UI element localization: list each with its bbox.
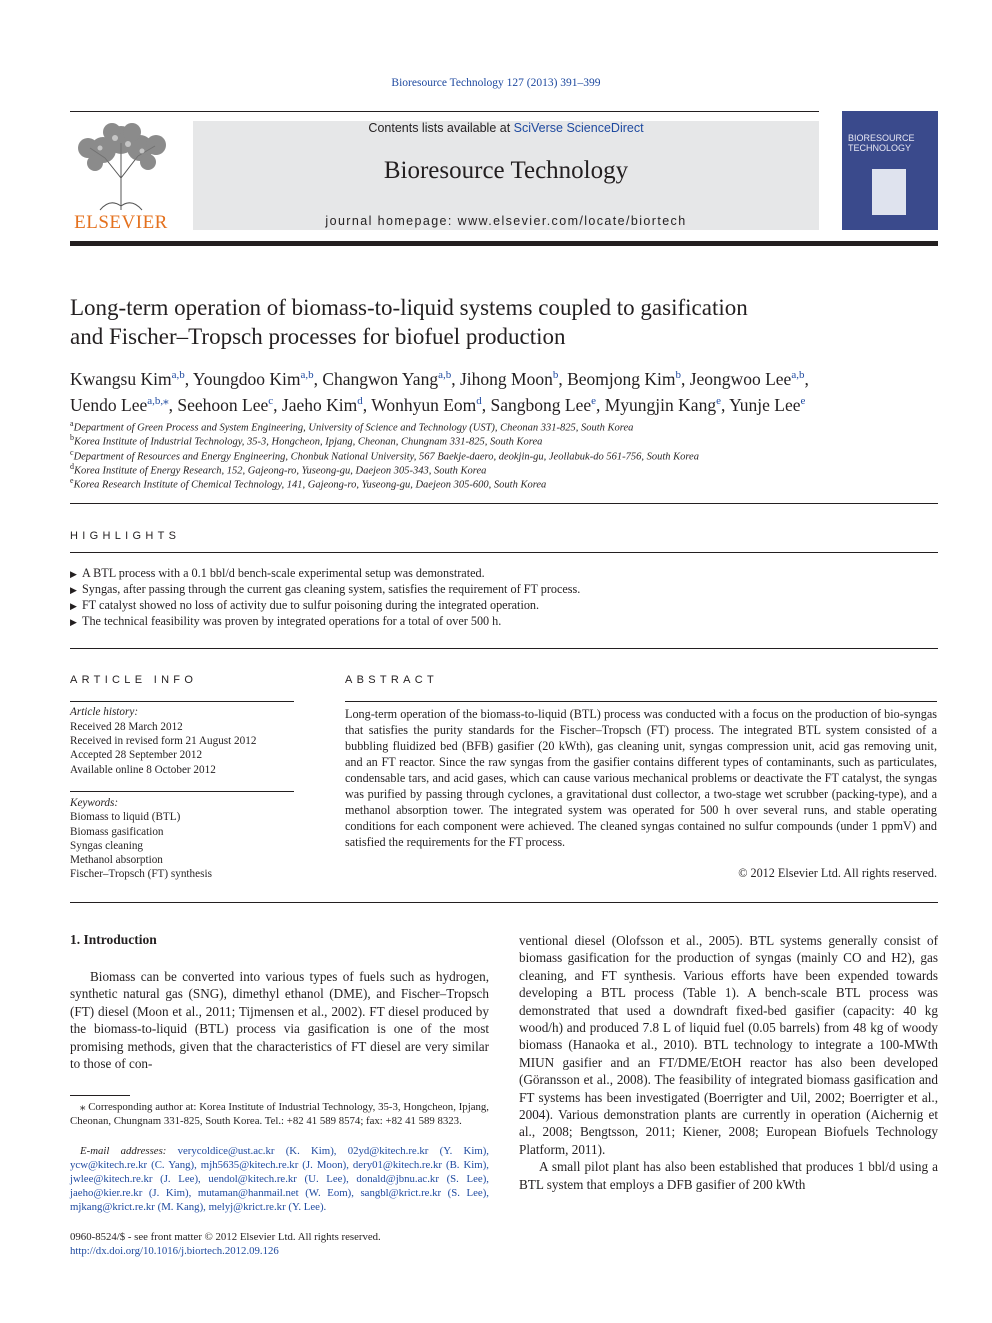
author: Myungjin Kang [604, 394, 717, 415]
affil-sup: a [70, 419, 74, 428]
email-addresses [70, 1144, 489, 1214]
author-separator: , [481, 394, 491, 415]
intro-column-2 [519, 932, 938, 1193]
footnote-rule [70, 1095, 130, 1096]
journal-homepage[interactable]: journal homepage: www.elsevier.com/locate/biortech [325, 214, 687, 228]
highlight-text: FT catalyst showed no loss of activity due to sulfur poisoning during the integrated operation. [82, 598, 540, 612]
affil-sup: c [70, 448, 74, 457]
highlight-text: A BTL process with a 0.1 bbl/d bench-scale experimental setup was demonstrated. [82, 566, 485, 580]
author-affil-sup[interactable]: d [476, 394, 482, 407]
author: Kwangsu Kim [70, 368, 172, 389]
author: Youngdoo Kim [192, 368, 301, 389]
author-separator: , [680, 368, 690, 389]
author-affil-sup[interactable]: e [800, 394, 806, 407]
author: Jihong Moon [459, 368, 553, 389]
author-list [70, 364, 940, 416]
author: Jeongwoo Lee [689, 368, 792, 389]
affil-text: Korea Research Institute of Chemical Technology, 141, Gajeong-ro, Yuseong-gu, Daejeon 305-600, South Korea [73, 479, 547, 491]
highlight-item [70, 597, 938, 614]
author-affil-sup[interactable]: c [268, 394, 274, 407]
highlight-text: Syngas, after passing through the current gas cleaning system, satisfies the requirement of FT process. [82, 582, 581, 596]
keyword: Biomass to liquid (BTL) [70, 811, 181, 823]
affil-text: Korea Institute of Energy Research, 152, Gajeong-ro, Yuseong-gu, Daejeon 305-343, South Korea [74, 465, 487, 477]
email-list[interactable]: verycoldice@ust.ac.kr (K. Kim), 02yd@kitech.re.kr (Y. Kim), ycw@kitech.re.kr (C. Yang), mjh5635@kitech.re.kr (J. Moon), dery01@kitech.re.kr (B. Kim), jwlee@kitech.re.kr (J. Lee), uendol@kitech.re.kr (U. Lee), donald@jbnu.ac.kr (S. Lee), jaeho@kier.re.kr (J. Kim), mutaman@hanmail.net (W. Eom), sangbl@krict.re.kr (S. Lee), mjkang@krict.re.kr (M. Kang), melyj@krict.re.kr (Y. Lee). [70, 1145, 490, 1213]
keyword: Syngas cleaning [70, 840, 144, 852]
intro-paragraph: A small pilot plant has also been established that produces 1 bbl/d using a BTL system that employs a DFB gasifier of 200 kWth [519, 1159, 938, 1192]
highlight-item [70, 613, 938, 630]
cover-title-line-1: BIORESOURCE [848, 133, 915, 143]
divider [70, 701, 294, 702]
history-item: Accepted 28 September 2012 [70, 749, 203, 761]
affil-text: Korea Institute of Industrial Technology, 35-3, Hongcheon, Ipjang, Cheonan, Chungnam 331-825, South Korea [74, 436, 543, 448]
divider [70, 791, 294, 792]
author-affil-sup[interactable]: e [591, 394, 596, 407]
author-separator: , [273, 394, 282, 415]
history-item: Available online 8 October 2012 [70, 764, 216, 776]
affil-sup: e [70, 476, 74, 485]
affil-sup: d [70, 462, 74, 471]
author: Beomjong Kim [567, 368, 676, 389]
author-affil-sup[interactable]: d [357, 394, 363, 407]
highlight-item [70, 565, 938, 582]
author-affil-sup[interactable]: e [716, 394, 721, 407]
title-line-2: and Fischer–Tropsch processes for biofuel production [70, 324, 566, 349]
doi-link[interactable]: http://dx.doi.org/10.1016/j.biortech.2012.09.126 [70, 1245, 279, 1257]
author-affil-sup[interactable]: a,b [171, 369, 185, 381]
author: Wonhyun Eom [371, 394, 477, 415]
tree-icon [70, 118, 172, 213]
journal-cover-thumbnail[interactable] [842, 111, 938, 230]
author: Sangbong Lee [490, 394, 592, 415]
author-line-2 [70, 390, 940, 416]
author-affil-sup[interactable]: a,b [438, 369, 452, 381]
issn-line: 0960-8524/$ - see front matter © 2012 Elsevier Ltd. All rights reserved. [70, 1231, 381, 1243]
divider [70, 902, 938, 903]
author-affil-sup[interactable]: a,b [300, 369, 314, 381]
header-top-rule [70, 111, 819, 112]
highlight-text: The technical feasibility was proven by integrated operations for a total of over 500 h. [82, 614, 502, 628]
section-heading-introduction: 1. Introduction [70, 932, 157, 947]
article-info-heading: ARTICLE INFO [70, 674, 198, 686]
divider [70, 552, 938, 553]
corresponding-author-note: ⁎ Corresponding author at: Korea Institute of Industrial Technology, 35-3, Hongcheon, Ipjang, Cheonan, Chungnam 331-825, South Korea. Tel.: +82 41 589 8574; fax: +82 41 589 8323. [70, 1101, 489, 1127]
author-affil-sup[interactable]: b [675, 369, 681, 381]
sciencedirect-link[interactable]: SciVerse ScienceDirect [513, 121, 644, 135]
emails-label: E-mail addresses: [80, 1145, 167, 1157]
affil-text: Department of Resources and Energy Engineering, Chonbuk National University, 567 Baekje-daero, deokjin-gu, Jeollabuk-do 561-756, South Korea [73, 451, 699, 463]
bullet-triangle-icon: ▶ [70, 601, 77, 611]
title-line-1: Long-term operation of biomass-to-liquid systems coupled to gasification [70, 295, 748, 320]
abstract-text: Long-term operation of the biomass-to-liquid (BTL) process was conducted with a focus on the production of bio-syngas that satisfies the purity standards for the Fischer–Tropsch (FT) process. The integrated BTL system consisted of a bubbling fluidized bed (BFB) gasifier (20 kWth), gas cleaning unit, syngas compression unit, acid gas removing unit, and an FT reactor. Since the raw syngas from the gasifier contains different types of contaminants, such as particulates, condensable tars, and acid gases, which can cause various mechanical problems or deactivate the FT catalyst, the syngas was purified by passing through cyclones, a gravitational dust collector, a two-stage wet scrubber (packing-type), and a methanol absorption tower. The integrated system was operated for 500 h over several runs, and stable operating conditions for each component were achieved. The cleaned syngas contained no sulfur compounds (under 1 ppmV) and satisfied the requirements for the FT process. [345, 707, 937, 849]
author-separator: , [558, 368, 568, 389]
keyword: Biomass gasification [70, 826, 164, 838]
cover-figure [872, 169, 906, 215]
author-affil-sup[interactable]: b [552, 369, 559, 381]
affiliation [70, 474, 940, 493]
abstract-heading: ABSTRACT [345, 674, 439, 686]
keywords-label: Keywords: [70, 797, 119, 809]
journal-reference[interactable]: Bioresource Technology 127 (2013) 391–399 [391, 77, 601, 89]
keyword: Fischer–Tropsch (FT) synthesis [70, 868, 212, 880]
author-line-1 [70, 364, 940, 390]
contents-line [193, 121, 819, 135]
author-affil-sup[interactable]: a,b [791, 369, 805, 381]
author-separator: , [313, 368, 323, 389]
header-bottom-rule [70, 241, 938, 246]
author: Yunje Lee [729, 394, 801, 415]
history-label: Article history: [70, 706, 139, 718]
author-separator: , [720, 394, 730, 415]
journal-title: Bioresource Technology [383, 157, 629, 184]
author-separator: , [451, 368, 460, 389]
author-separator: , [804, 368, 809, 389]
divider [70, 503, 938, 504]
abstract-copyright: © 2012 Elsevier Ltd. All rights reserved. [738, 866, 937, 880]
author: Jaeho Kim [281, 394, 358, 415]
elsevier-wordmark: ELSEVIER [74, 212, 168, 233]
contents-prefix: Contents lists available at [368, 121, 514, 135]
author-separator: , [168, 394, 178, 415]
paper-title [70, 293, 930, 351]
author-separator: , [362, 394, 372, 415]
affil-sup: b [70, 433, 74, 442]
author-separator: , [184, 368, 193, 389]
cover-title [848, 133, 915, 153]
cover-title-line-2: TECHNOLOGY [848, 143, 912, 153]
bullet-triangle-icon: ▶ [70, 569, 77, 579]
divider [345, 701, 937, 702]
bullet-triangle-icon: ▶ [70, 617, 77, 627]
author: Seehoon Lee [177, 394, 269, 415]
keyword: Methanol absorption [70, 854, 163, 866]
intro-column-1: Biomass can be converted into various types of fuels such as hydrogen, synthetic natural gas (SNG), dimethyl ethanol (DME), and Fischer–Tropsch (FT) diesel (Moon et al., 2011; Tijmensen et al., 2002). FT diesel produced by the biomass-to-liquid (BTL) process via gasification is one of the most promising methods, given that the characteristics of FT diesel are very similar to those of con- [70, 969, 489, 1072]
history-item: Received in revised form 21 August 2012 [70, 735, 257, 747]
intro-paragraph: ventional diesel (Olofsson et al., 2005). BTL systems generally consist of biomass gasification for the production of syngas (mainly CO and H2), gas cleaning, and FT synthesis. Various efforts have been expended towards developing a BTL process (Table 1). A bench-scale BTL process was demonstrated that used a downdraft fixed-bed gasifier (capacity: 40 kg wood/h) and produced 7.8 L of liquid fuel (0.05 barrels) from 48 kg of woody biomass (Hanaoka et al., 2010). BTL technology to integrate a 100-MWth MIUN gasifier and an FT/DME/EtOH reactor has also been developed (Göransson et al., 2008). The feasibility of integrated biomass gasification and FT systems has been investigated (Boerrigter and Uil, 2002; Boerrigter et al., 2004). Various demonstration plants are currently in operation (Aichernig et al., 2008; Bengtsson, 2011; Kiener, 2008; European Biofuels Technology Platform, 2011). [519, 933, 938, 1157]
author: Uendo Lee [70, 394, 148, 415]
highlight-item [70, 581, 938, 598]
author-separator: , [596, 394, 605, 415]
highlights-heading: HIGHLIGHTS [70, 530, 181, 542]
bullet-triangle-icon: ▶ [70, 585, 77, 595]
history-item: Received 28 March 2012 [70, 721, 183, 733]
author: Changwon Yang [322, 368, 439, 389]
divider [70, 648, 938, 649]
affil-text: Department of Green Process and System Engineering, University of Science and Technology (UST), Cheonan 331-825, South Korea [73, 422, 634, 434]
author-affil-sup[interactable]: a,b,⁎ [147, 394, 169, 407]
